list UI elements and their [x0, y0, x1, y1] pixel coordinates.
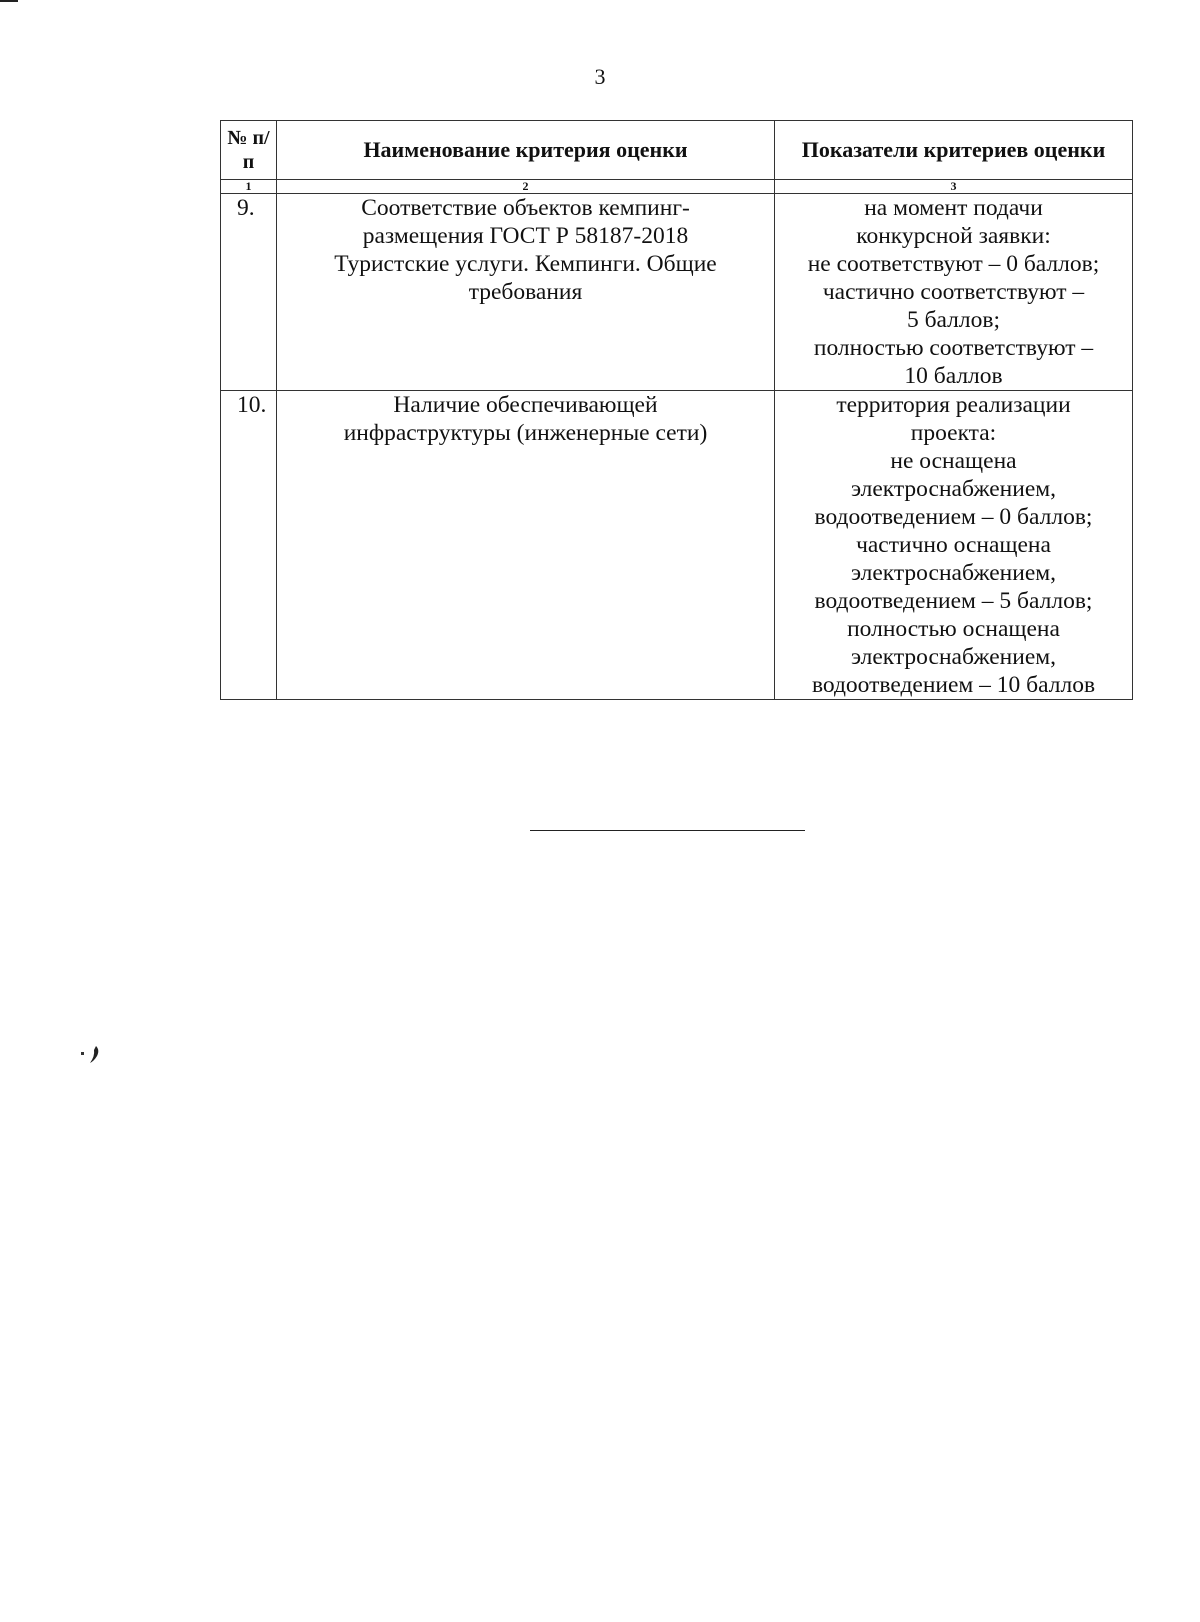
table-row — [221, 194, 1133, 391]
criterion-line: Туристские услуги. Кемпинги. Общие — [334, 251, 717, 277]
page-number: 3 — [594, 64, 606, 89]
indicator-line: проекта: — [910, 420, 997, 446]
column-index: 3 — [775, 180, 1133, 194]
table-row — [221, 391, 1133, 700]
indicator-line: электроснабжением, — [850, 476, 1057, 502]
indicator-line: 10 баллов — [904, 363, 1003, 389]
criterion-cell — [277, 194, 775, 391]
header-number: № п/п — [221, 121, 277, 180]
indicator-line: территория реализации — [836, 392, 1071, 418]
criterion-line: Соответствие объектов кемпинг- — [361, 195, 690, 221]
indicator-line: не соответствуют – 0 баллов; — [807, 251, 1100, 277]
criterion-line: размещения ГОСТ Р 58187-2018 — [362, 223, 689, 249]
indicator-line: конкурсной заявки: — [856, 223, 1051, 249]
criteria-table — [220, 120, 1133, 700]
criterion-cell — [277, 391, 775, 700]
indicator-line: полностью оснащена — [847, 616, 1060, 642]
row-number: 9. — [221, 194, 277, 391]
indicator-cell — [775, 194, 1133, 391]
column-index: 1 — [221, 180, 277, 194]
column-index: 2 — [277, 180, 775, 194]
indicator-line: на момент подачи — [864, 195, 1043, 221]
criterion-line: Наличие обеспечивающей — [393, 392, 658, 418]
indicator-line: 5 баллов; — [906, 307, 1001, 333]
row-number: 10. — [221, 391, 277, 700]
indicator-line: частично оснащена — [856, 532, 1051, 558]
table-header-row — [221, 121, 1133, 180]
header-indicators: Показатели критериев оценки — [775, 121, 1133, 180]
scan-corner-mark — [0, 0, 18, 2]
scan-artifact-mark — [78, 1042, 118, 1066]
indicator-line: водоотведением – 0 баллов; — [814, 504, 1093, 530]
indicator-line: частично соответствуют – — [822, 279, 1085, 305]
indicator-line: не оснащена — [890, 448, 1017, 474]
header-criterion: Наименование критерия оценки — [277, 121, 775, 180]
indicator-line: полностью соответствуют – — [813, 335, 1094, 361]
criterion-line: инфраструктуры (инженерные сети) — [343, 420, 708, 446]
indicator-line: водоотведением – 10 баллов — [811, 672, 1096, 698]
indicator-line: водоотведением – 5 баллов; — [814, 588, 1093, 614]
indicator-line: электроснабжением, — [850, 560, 1057, 586]
indicator-line: электроснабжением, — [850, 644, 1057, 670]
criterion-line: требования — [468, 279, 583, 305]
closing-divider — [530, 830, 805, 831]
indicator-cell — [775, 391, 1133, 700]
column-index-row — [221, 180, 1133, 194]
